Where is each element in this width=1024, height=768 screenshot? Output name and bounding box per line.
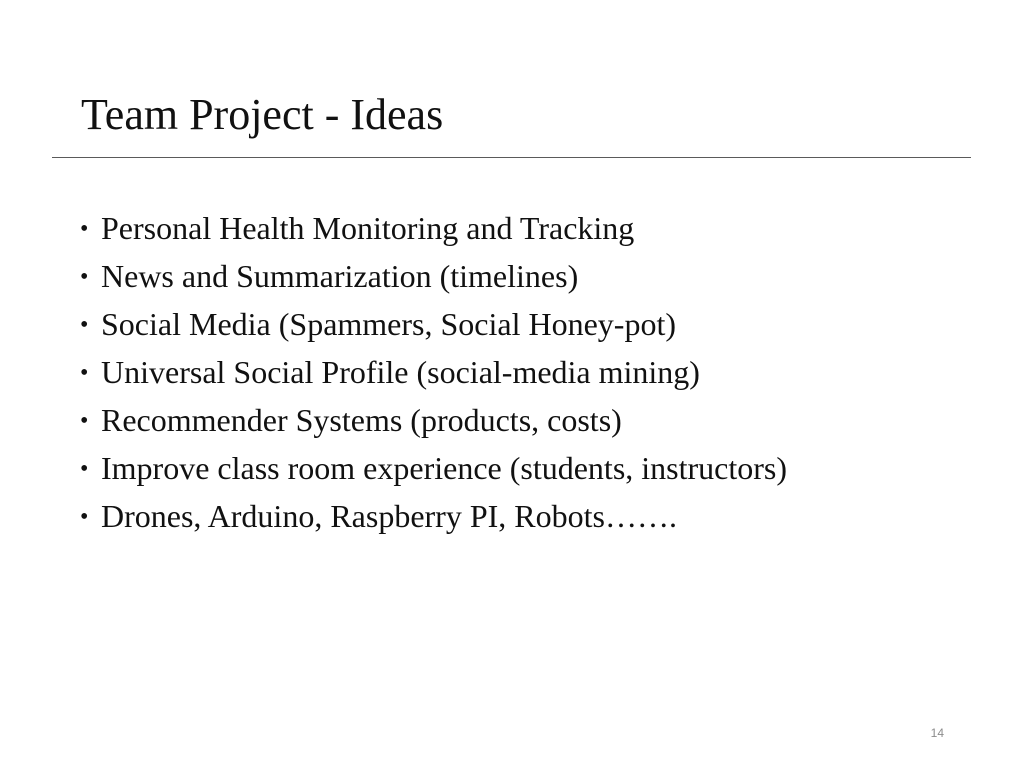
bullet-dot-icon: • [80, 216, 89, 242]
bullet-dot-icon: • [80, 264, 89, 290]
bullet-text: News and Summarization (timelines) [101, 258, 579, 294]
bullet-text: Recommender Systems (products, costs) [101, 402, 622, 438]
bullet-item [80, 350, 787, 398]
bullet-text: Drones, Arduino, Raspberry PI, Robots……. [101, 498, 677, 534]
bullet-item [80, 398, 787, 446]
bullet-text: Universal Social Profile (social-media mining) [101, 354, 700, 390]
bullet-dot-icon: • [80, 408, 89, 434]
title-divider [52, 157, 971, 158]
slide-number: 14 [930, 726, 944, 740]
slide-title: Team Project - Ideas [81, 90, 444, 139]
bullet-text: Social Media (Spammers, Social Honey-pot) [101, 306, 676, 342]
bullet-item [80, 302, 787, 350]
bullet-dot-icon: • [80, 360, 89, 386]
bullet-dot-icon: • [80, 456, 89, 482]
bullet-item [80, 206, 787, 254]
bullet-item [80, 254, 787, 302]
bullet-list [80, 206, 787, 542]
bullet-text: Personal Health Monitoring and Tracking [101, 210, 635, 246]
bullet-dot-icon: • [80, 312, 89, 338]
bullet-dot-icon: • [80, 504, 89, 530]
bullet-item [80, 446, 787, 494]
bullet-item [80, 494, 787, 542]
bullet-text: Improve class room experience (students, instructors) [101, 450, 788, 486]
